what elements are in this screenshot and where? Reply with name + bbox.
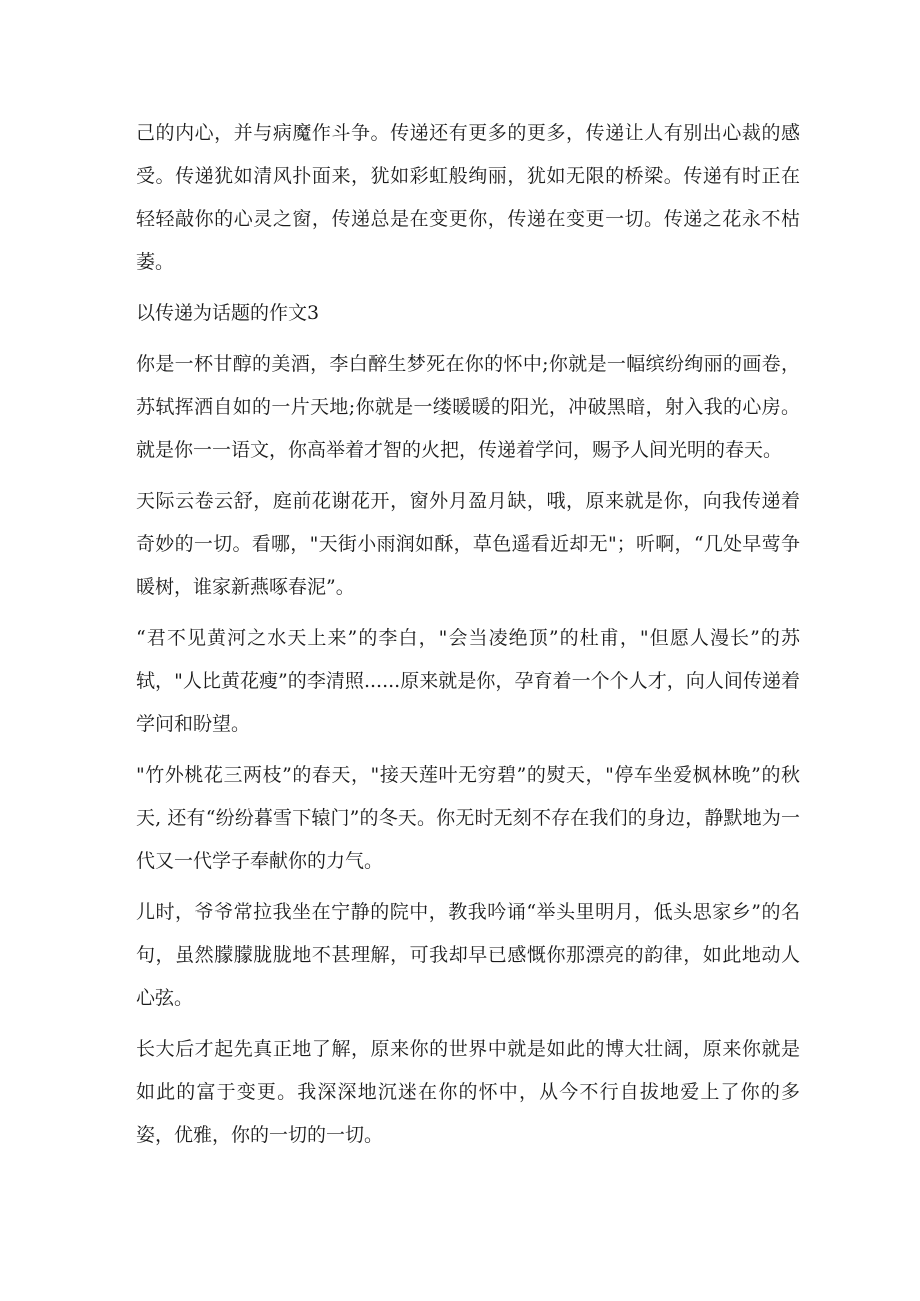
paragraph-3: “君不见黄河之水天上来”的李白，"会当凌绝顶”的杜甫，"但愿人漫长”的苏轼，"人比黄花瘦”的李清照......原来就是你，孕育着一个个人才，向人间传递着学问和盼望。 (136, 627, 800, 735)
paragraph-1: 你是一杯甘醇的美酒，李白醉生梦死在你的怀中;你就是一幅缤纷绚丽的画卷，苏轼挥洒自如的一片天地;你就是一缕暖暖的阳光，冲破黑暗，射入我的心房。就是你一一语文，你高举着才智的火把，传递着学问，赐予人间光明的春天。 (136, 353, 800, 461)
paragraph-6: 长大后才起先真正地了解，原来你的世界中就是如此的博大壮阔，原来你就是如此的富于变更。我深深地沉迷在你的怀中，从今不行自拔地爱上了你的多姿，优雅，你的一切的一切。 (136, 1038, 800, 1146)
document-body (136, 112, 800, 1165)
paragraph-5: 儿时，爷爷常拉我坐在宁静的院中，教我吟诵“举头里明月，低头思家乡”的名句，虽然朦朦胧胧地不甚理解，可我却早已感慨你那漂亮的韵律，如此地动人心弦。 (136, 901, 800, 1009)
paragraph-2: 天际云卷云舒，庭前花谢花开，窗外月盈月缺，哦，原来就是你，向我传递着奇妙的一切。看哪，"天街小雨润如酥，草色遥看近却无"；听啊，“几处早莺争暖树，谁家新燕啄春泥”。 (136, 490, 800, 598)
paragraph-4: "竹外桃花三两枝”的春天，"接天莲叶无穷碧”的熨天，"停车坐爱枫林晚”的秋天, 还有“纷纷暮雪下辕门”的冬天。你无时无刻不存在我们的身边，静默地为一代又一代学子奉献你的力气。 (136, 764, 800, 872)
section-title: 以传递为话题的作文3 (136, 302, 320, 324)
intro-paragraph: 己的内心，并与病魔作斗争。传递还有更多的更多，传递让人有别出心裁的感受。传递犹如清风扑面来，犹如彩虹般绚丽，犹如无限的桥梁。传递有时正在轻轻敲你的心灵之窗，传递总是在变更你，传递在变更一切。传递之花永不枯萎。 (136, 122, 800, 273)
